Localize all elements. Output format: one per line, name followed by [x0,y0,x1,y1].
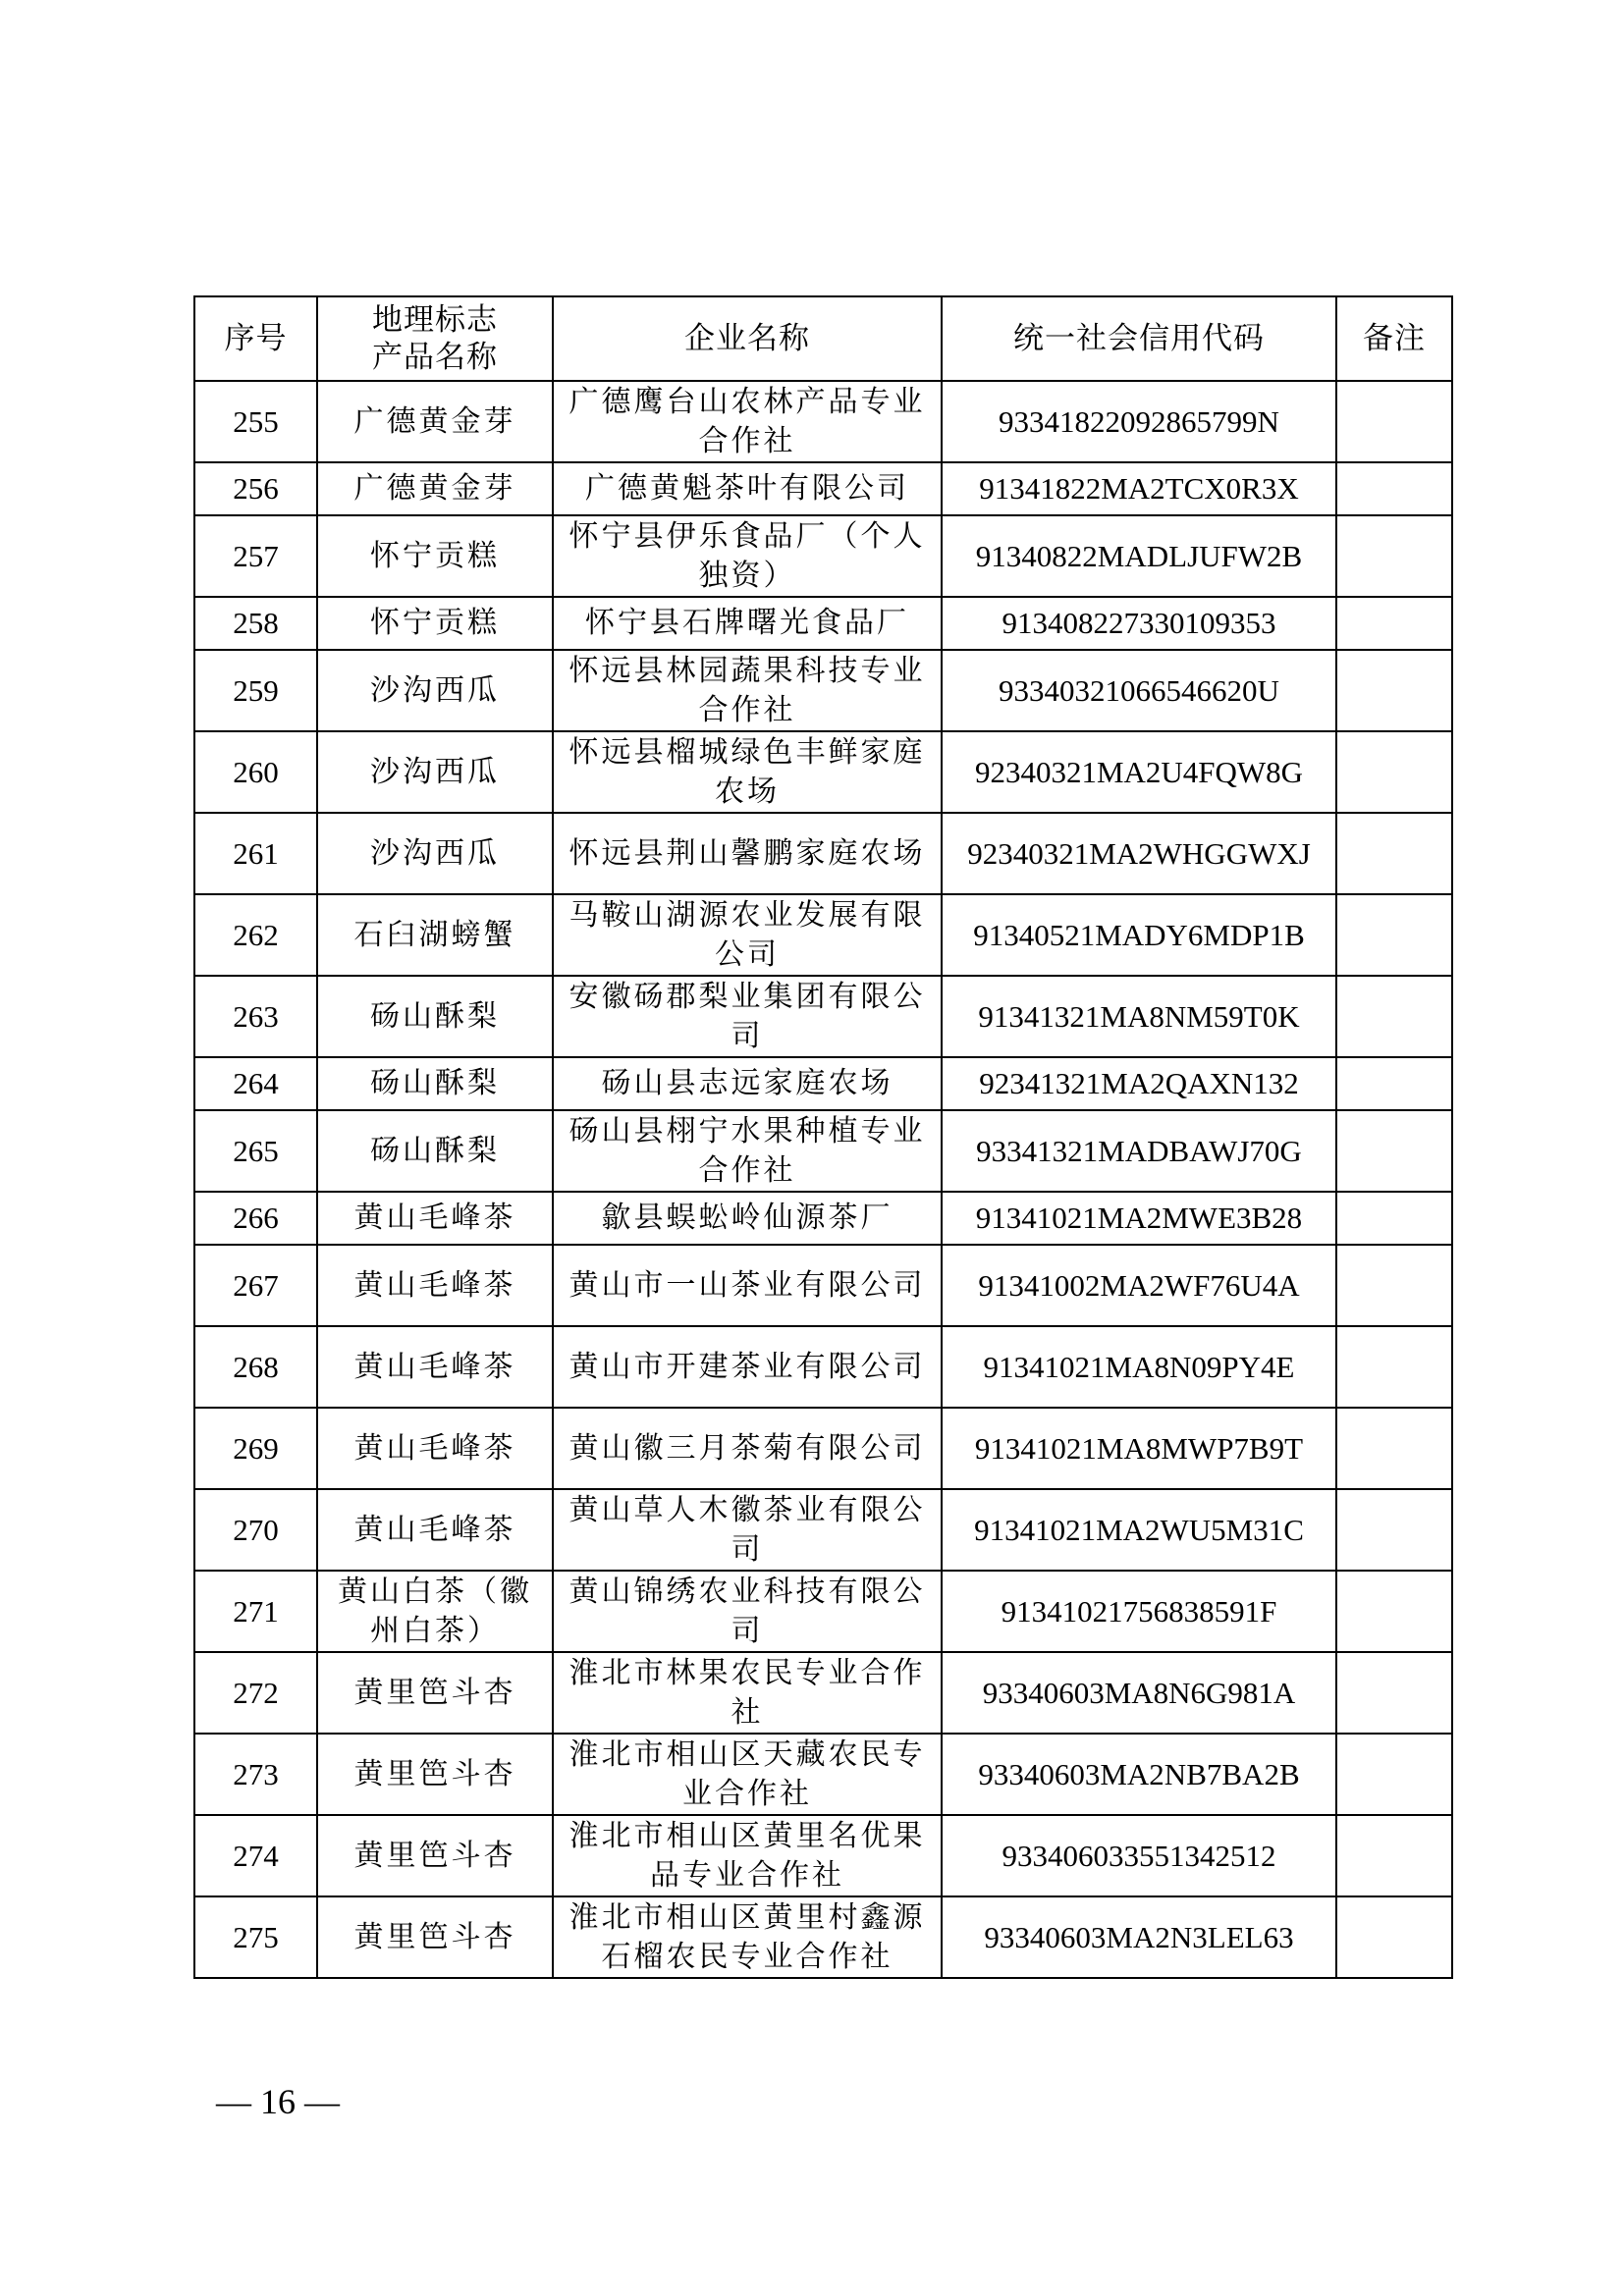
table-row [194,1896,1452,1978]
table-row [194,976,1452,1057]
table-row [194,381,1452,462]
cell-serial-number: 265 [194,1110,317,1192]
cell-company-name: 黄山锦绣农业科技有限公司 [553,1571,942,1652]
cell-remarks [1336,1734,1452,1815]
cell-product-name: 黄山白茶（徽州白茶） [317,1571,553,1652]
cell-product-name: 广德黄金芽 [317,381,553,462]
cell-company-name: 淮北市林果农民专业合作社 [553,1652,942,1734]
cell-remarks [1336,976,1452,1057]
cell-remarks [1336,731,1452,813]
cell-serial-number: 261 [194,813,317,894]
header-product-name: 地理标志 产品名称 [317,296,553,381]
cell-serial-number: 262 [194,894,317,976]
cell-credit-code: 92340321MA2U4FQW8G [942,731,1336,813]
table-row [194,462,1452,515]
cell-company-name: 砀山县志远家庭农场 [553,1057,942,1110]
cell-product-name: 黄山毛峰茶 [317,1408,553,1489]
cell-credit-code: 93341822092865799N [942,381,1336,462]
cell-credit-code: 913408227330109353 [942,597,1336,650]
cell-company-name: 广德鹰台山农林产品专业合作社 [553,381,942,462]
table-row [194,650,1452,731]
cell-serial-number: 272 [194,1652,317,1734]
table-row [194,813,1452,894]
cell-product-name: 沙沟西瓜 [317,813,553,894]
header-company-name: 企业名称 [553,296,942,381]
cell-serial-number: 255 [194,381,317,462]
cell-credit-code: 91341321MA8NM59T0K [942,976,1336,1057]
cell-remarks [1336,1057,1452,1110]
cell-serial-number: 267 [194,1245,317,1326]
header-remarks: 备注 [1336,296,1452,381]
cell-product-name: 广德黄金芽 [317,462,553,515]
cell-product-name: 黄里笆斗杏 [317,1815,553,1896]
cell-company-name: 淮北市相山区黄里村鑫源石榴农民专业合作社 [553,1896,942,1978]
table-body [194,381,1452,1978]
cell-remarks [1336,462,1452,515]
cell-serial-number: 257 [194,515,317,597]
cell-product-name: 黄山毛峰茶 [317,1245,553,1326]
cell-product-name: 沙沟西瓜 [317,650,553,731]
table-row [194,731,1452,813]
cell-product-name: 黄山毛峰茶 [317,1326,553,1408]
cell-credit-code: 91341002MA2WF76U4A [942,1245,1336,1326]
cell-company-name: 砀山县栩宁水果种植专业合作社 [553,1110,942,1192]
cell-credit-code: 91340822MADLJUFW2B [942,515,1336,597]
cell-serial-number: 275 [194,1896,317,1978]
cell-product-name: 黄山毛峰茶 [317,1192,553,1245]
table-row [194,1734,1452,1815]
cell-company-name: 黄山市开建茶业有限公司 [553,1326,942,1408]
cell-product-name: 砀山酥梨 [317,1057,553,1110]
enterprise-table [193,295,1453,1979]
cell-credit-code: 93340603MA2N3LEL63 [942,1896,1336,1978]
cell-credit-code: 91341021MA2WU5M31C [942,1489,1336,1571]
cell-remarks [1336,1571,1452,1652]
cell-serial-number: 271 [194,1571,317,1652]
cell-company-name: 淮北市相山区黄里名优果品专业合作社 [553,1815,942,1896]
cell-credit-code: 93340603MA2NB7BA2B [942,1734,1336,1815]
cell-company-name: 怀远县榴城绿色丰鲜家庭农场 [553,731,942,813]
table-row [194,894,1452,976]
cell-credit-code: 93340321066546620U [942,650,1336,731]
cell-credit-code: 933406033551342512 [942,1815,1336,1896]
table-header-row [194,296,1452,381]
cell-serial-number: 268 [194,1326,317,1408]
table-row [194,597,1452,650]
cell-remarks [1336,1326,1452,1408]
cell-remarks [1336,1110,1452,1192]
table-row [194,1057,1452,1110]
table-row [194,1245,1452,1326]
cell-company-name: 马鞍山湖源农业发展有限公司 [553,894,942,976]
table-row [194,1110,1452,1192]
cell-product-name: 黄里笆斗杏 [317,1652,553,1734]
cell-remarks [1336,1815,1452,1896]
cell-serial-number: 258 [194,597,317,650]
cell-product-name: 沙沟西瓜 [317,731,553,813]
cell-company-name: 安徽砀郡梨业集团有限公司 [553,976,942,1057]
table-row [194,1408,1452,1489]
cell-credit-code: 91341021MA2MWE3B28 [942,1192,1336,1245]
cell-remarks [1336,1489,1452,1571]
cell-serial-number: 273 [194,1734,317,1815]
table-row [194,1326,1452,1408]
cell-remarks [1336,650,1452,731]
cell-serial-number: 256 [194,462,317,515]
cell-product-name: 石臼湖螃蟹 [317,894,553,976]
cell-remarks [1336,515,1452,597]
table-row [194,1815,1452,1896]
cell-company-name: 广德黄魁茶叶有限公司 [553,462,942,515]
cell-serial-number: 264 [194,1057,317,1110]
cell-serial-number: 260 [194,731,317,813]
cell-product-name: 黄里笆斗杏 [317,1734,553,1815]
cell-product-name: 怀宁贡糕 [317,515,553,597]
cell-remarks [1336,813,1452,894]
cell-product-name: 黄山毛峰茶 [317,1489,553,1571]
cell-serial-number: 263 [194,976,317,1057]
cell-company-name: 黄山草人木徽茶业有限公司 [553,1489,942,1571]
cell-remarks [1336,1245,1452,1326]
cell-company-name: 淮北市相山区天藏农民专业合作社 [553,1734,942,1815]
cell-remarks [1336,894,1452,976]
header-serial-number: 序号 [194,296,317,381]
cell-credit-code: 93340603MA8N6G981A [942,1652,1336,1734]
cell-company-name: 歙县蜈蚣岭仙源茶厂 [553,1192,942,1245]
cell-credit-code: 91341021756838591F [942,1571,1336,1652]
cell-remarks [1336,1652,1452,1734]
cell-credit-code: 91341021MA8MWP7B9T [942,1408,1336,1489]
cell-credit-code: 91341822MA2TCX0R3X [942,462,1336,515]
cell-remarks [1336,381,1452,462]
cell-credit-code: 93341321MADBAWJ70G [942,1110,1336,1192]
cell-credit-code: 91341021MA8N09PY4E [942,1326,1336,1408]
cell-serial-number: 266 [194,1192,317,1245]
cell-product-name: 怀宁贡糕 [317,597,553,650]
table-row [194,1571,1452,1652]
cell-product-name: 黄里笆斗杏 [317,1896,553,1978]
header-credit-code: 统一社会信用代码 [942,296,1336,381]
table-row [194,515,1452,597]
cell-product-name: 砀山酥梨 [317,1110,553,1192]
cell-serial-number: 269 [194,1408,317,1489]
cell-company-name: 怀远县林园蔬果科技专业合作社 [553,650,942,731]
cell-remarks [1336,1192,1452,1245]
page-number: — 16 — [216,2082,340,2121]
cell-company-name: 黄山市一山茶业有限公司 [553,1245,942,1326]
cell-product-name: 砀山酥梨 [317,976,553,1057]
cell-serial-number: 274 [194,1815,317,1896]
table-row [194,1489,1452,1571]
cell-credit-code: 91340521MADY6MDP1B [942,894,1336,976]
cell-remarks [1336,597,1452,650]
cell-serial-number: 259 [194,650,317,731]
cell-company-name: 怀远县荆山馨鹏家庭农场 [553,813,942,894]
table-row [194,1192,1452,1245]
table-row [194,1652,1452,1734]
cell-serial-number: 270 [194,1489,317,1571]
cell-remarks [1336,1408,1452,1489]
cell-remarks [1336,1896,1452,1978]
cell-company-name: 怀宁县石牌曙光食品厂 [553,597,942,650]
cell-credit-code: 92340321MA2WHGGWXJ [942,813,1336,894]
cell-credit-code: 92341321MA2QAXN132 [942,1057,1336,1110]
cell-company-name: 怀宁县伊乐食品厂（个人独资） [553,515,942,597]
cell-company-name: 黄山徽三月茶菊有限公司 [553,1408,942,1489]
